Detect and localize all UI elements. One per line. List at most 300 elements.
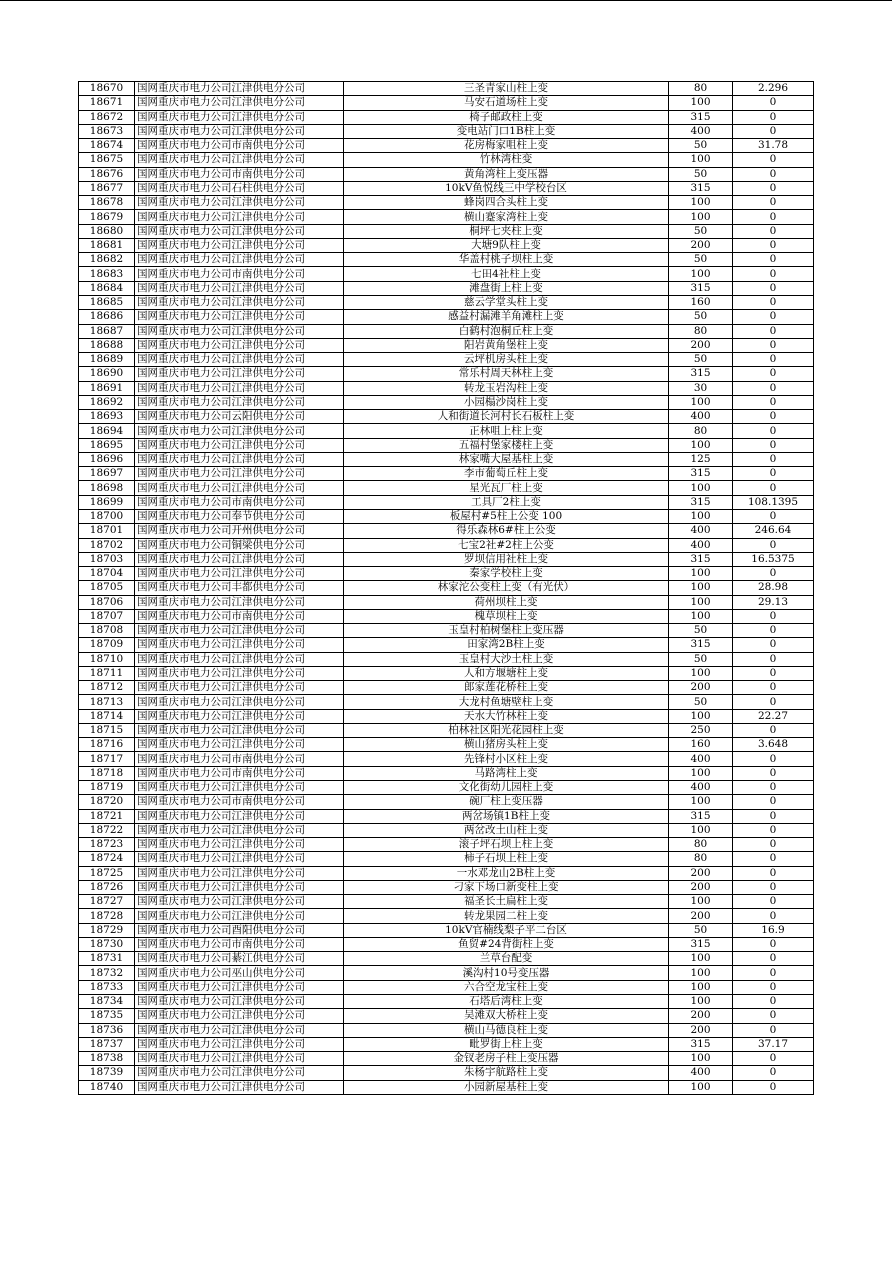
company-cell: 国网重庆市电力公司江津供电分公司 — [135, 452, 344, 466]
company-cell: 国网重庆市电力公司江津供电分公司 — [135, 666, 344, 680]
company-cell: 国网重庆市电力公司江津供电分公司 — [135, 838, 344, 852]
table-row — [79, 224, 814, 238]
table-row — [79, 353, 814, 367]
row-id-cell: 18703 — [79, 552, 135, 566]
row-id-cell: 18711 — [79, 666, 135, 680]
transformer-name-cell: 柏林社区阳光花园柱上变 — [344, 723, 669, 737]
row-id-cell: 18727 — [79, 895, 135, 909]
transformer-name-cell: 慈云学堂头柱上变 — [344, 295, 669, 309]
transformer-name-cell: 板屋村#5柱上公变 100 — [344, 509, 669, 523]
row-id-cell: 18692 — [79, 395, 135, 409]
table-row — [79, 82, 814, 96]
row-id-cell: 18675 — [79, 153, 135, 167]
row-id-cell: 18696 — [79, 452, 135, 466]
transformer-name-cell: 10kV鱼悦线三中学校台区 — [344, 181, 669, 195]
transformer-name-cell: 小园新屋基柱上变 — [344, 1080, 669, 1094]
transformer-name-cell: 先锋村小区柱上变 — [344, 752, 669, 766]
company-cell: 国网重庆市电力公司市南供电分公司 — [135, 752, 344, 766]
table-row — [79, 752, 814, 766]
transformer-name-cell: 工具厂2柱上变 — [344, 495, 669, 509]
company-cell: 国网重庆市电力公司江津供电分公司 — [135, 980, 344, 994]
capacity-cell: 50 — [669, 923, 733, 937]
transformer-name-cell: 大龙村鱼塘壁柱上变 — [344, 695, 669, 709]
table-row — [79, 838, 814, 852]
table-row — [79, 481, 814, 495]
table-row — [79, 181, 814, 195]
capacity-cell: 160 — [669, 738, 733, 752]
company-cell: 国网重庆市电力公司江津供电分公司 — [135, 424, 344, 438]
table-row — [79, 895, 814, 909]
row-id-cell: 18676 — [79, 167, 135, 181]
company-cell: 国网重庆市电力公司市南供电分公司 — [135, 609, 344, 623]
transformer-name-cell: 云坪机房头柱上变 — [344, 353, 669, 367]
company-cell: 国网重庆市电力公司江津供电分公司 — [135, 852, 344, 866]
value-cell: 0 — [733, 937, 814, 951]
table-row — [79, 581, 814, 595]
transformer-name-cell: 横山马德良柱上变 — [344, 1023, 669, 1037]
row-id-cell: 18720 — [79, 795, 135, 809]
row-id-cell: 18677 — [79, 181, 135, 195]
row-id-cell: 18699 — [79, 495, 135, 509]
capacity-cell: 315 — [669, 110, 733, 124]
row-id-cell: 18710 — [79, 652, 135, 666]
row-id-cell: 18712 — [79, 681, 135, 695]
value-cell: 31.78 — [733, 139, 814, 153]
row-id-cell: 18714 — [79, 709, 135, 723]
transformer-name-cell: 兰草台配变 — [344, 952, 669, 966]
capacity-cell: 30 — [669, 381, 733, 395]
company-cell: 国网重庆市电力公司江津供电分公司 — [135, 281, 344, 295]
company-cell: 国网重庆市电力公司綦江供电分公司 — [135, 952, 344, 966]
table-row — [79, 866, 814, 880]
value-cell: 0 — [733, 1052, 814, 1066]
row-id-cell: 18687 — [79, 324, 135, 338]
table-row — [79, 338, 814, 352]
table-row — [79, 267, 814, 281]
table-row — [79, 153, 814, 167]
table-row — [79, 1023, 814, 1037]
transformer-name-cell: 田家湾2B柱上变 — [344, 638, 669, 652]
row-id-cell: 18684 — [79, 281, 135, 295]
capacity-cell: 100 — [669, 567, 733, 581]
transformer-name-cell: 金钗老房子柱上变压器 — [344, 1052, 669, 1066]
table-row — [79, 452, 814, 466]
transformer-name-cell: 玉皇村大沙土柱上变 — [344, 652, 669, 666]
company-cell: 国网重庆市电力公司江津供电分公司 — [135, 82, 344, 96]
transformer-name-cell: 石塔后湾柱上变 — [344, 995, 669, 1009]
table-row — [79, 995, 814, 1009]
value-cell: 0 — [733, 838, 814, 852]
company-cell: 国网重庆市电力公司江津供电分公司 — [135, 1009, 344, 1023]
row-id-cell: 18670 — [79, 82, 135, 96]
value-cell: 0 — [733, 795, 814, 809]
table-row — [79, 96, 814, 110]
transformer-name-cell: 白鹤村泡桐丘柱上变 — [344, 324, 669, 338]
capacity-cell: 315 — [669, 367, 733, 381]
value-cell: 3.648 — [733, 738, 814, 752]
value-cell: 0 — [733, 995, 814, 1009]
value-cell: 0 — [733, 809, 814, 823]
value-cell: 0 — [733, 395, 814, 409]
table-row — [79, 766, 814, 780]
value-cell: 0 — [733, 481, 814, 495]
company-cell: 国网重庆市电力公司江津供电分公司 — [135, 295, 344, 309]
company-cell: 国网重庆市电力公司江津供电分公司 — [135, 353, 344, 367]
transformer-name-cell: 得乐森林6#柱上公变 — [344, 524, 669, 538]
company-cell: 国网重庆市电力公司江津供电分公司 — [135, 595, 344, 609]
capacity-cell: 80 — [669, 324, 733, 338]
capacity-cell: 250 — [669, 723, 733, 737]
row-id-cell: 18694 — [79, 424, 135, 438]
value-cell: 0 — [733, 909, 814, 923]
row-id-cell: 18680 — [79, 224, 135, 238]
row-id-cell: 18678 — [79, 196, 135, 210]
table-row — [79, 1066, 814, 1080]
capacity-cell: 100 — [669, 895, 733, 909]
capacity-cell: 400 — [669, 752, 733, 766]
capacity-cell: 400 — [669, 538, 733, 552]
table-row — [79, 937, 814, 951]
capacity-cell: 100 — [669, 995, 733, 1009]
capacity-cell: 50 — [669, 695, 733, 709]
value-cell: 16.5375 — [733, 552, 814, 566]
transformer-name-cell: 桐坪七夹柱上变 — [344, 224, 669, 238]
transformer-name-cell: 罗坝信用社柱上变 — [344, 552, 669, 566]
capacity-cell: 100 — [669, 438, 733, 452]
transformer-name-cell: 转龙玉岩沟柱上变 — [344, 381, 669, 395]
row-id-cell: 18730 — [79, 937, 135, 951]
table-row — [79, 1009, 814, 1023]
row-id-cell: 18674 — [79, 139, 135, 153]
table-body — [79, 82, 814, 1095]
row-id-cell: 18686 — [79, 310, 135, 324]
row-id-cell: 18725 — [79, 866, 135, 880]
page-top-rule — [0, 0, 892, 1]
table-row — [79, 681, 814, 695]
table-row — [79, 795, 814, 809]
capacity-cell: 315 — [669, 638, 733, 652]
capacity-cell: 100 — [669, 609, 733, 623]
transformer-name-cell: 大塘9队柱上变 — [344, 238, 669, 252]
value-cell: 0 — [733, 723, 814, 737]
company-cell: 国网重庆市电力公司江津供电分公司 — [135, 552, 344, 566]
value-cell: 0 — [733, 338, 814, 352]
table-row — [79, 509, 814, 523]
table-row — [79, 823, 814, 837]
transformer-name-cell: 人和方堰塘柱上变 — [344, 666, 669, 680]
transformer-name-cell: 李市葡萄丘柱上变 — [344, 467, 669, 481]
value-cell: 0 — [733, 1066, 814, 1080]
row-id-cell: 18681 — [79, 238, 135, 252]
company-cell: 国网重庆市电力公司江津供电分公司 — [135, 638, 344, 652]
table-row — [79, 381, 814, 395]
table-row — [79, 652, 814, 666]
capacity-cell: 100 — [669, 1052, 733, 1066]
value-cell: 0 — [733, 367, 814, 381]
capacity-cell: 100 — [669, 509, 733, 523]
company-cell: 国网重庆市电力公司市南供电分公司 — [135, 795, 344, 809]
table-row — [79, 709, 814, 723]
row-id-cell: 18723 — [79, 838, 135, 852]
value-cell: 108.1395 — [733, 495, 814, 509]
capacity-cell: 100 — [669, 1080, 733, 1094]
row-id-cell: 18693 — [79, 410, 135, 424]
transformer-name-cell: 林家嘴大屋基柱上变 — [344, 452, 669, 466]
value-cell: 0 — [733, 424, 814, 438]
transformer-name-cell: 两岔改土山柱上变 — [344, 823, 669, 837]
company-cell: 国网重庆市电力公司江津供电分公司 — [135, 880, 344, 894]
capacity-cell: 100 — [669, 795, 733, 809]
transformer-name-cell: 鱼贸#24背街柱上变 — [344, 937, 669, 951]
table-row — [79, 410, 814, 424]
transformer-name-cell: 福圣长土扁柱上变 — [344, 895, 669, 909]
value-cell: 0 — [733, 638, 814, 652]
company-cell: 国网重庆市电力公司巫山供电分公司 — [135, 966, 344, 980]
transformer-name-cell: 正林咀上柱上变 — [344, 424, 669, 438]
company-cell: 国网重庆市电力公司石柱供电分公司 — [135, 181, 344, 195]
transformer-name-cell: 柿子石坝上柱上变 — [344, 852, 669, 866]
value-cell: 0 — [733, 1080, 814, 1094]
company-cell: 国网重庆市电力公司江津供电分公司 — [135, 395, 344, 409]
table-row — [79, 980, 814, 994]
table-row — [79, 595, 814, 609]
transformer-name-cell: 马安石道场柱上变 — [344, 96, 669, 110]
table-row — [79, 952, 814, 966]
row-id-cell: 18673 — [79, 124, 135, 138]
table-row — [79, 295, 814, 309]
transformer-name-cell: 星光瓦厂柱上变 — [344, 481, 669, 495]
capacity-cell: 315 — [669, 1037, 733, 1051]
value-cell: 246.64 — [733, 524, 814, 538]
row-id-cell: 18709 — [79, 638, 135, 652]
transformer-name-cell: 感益村漏滩羊角滩柱上变 — [344, 310, 669, 324]
transformer-name-cell: 溪沟村10号变压器 — [344, 966, 669, 980]
company-cell: 国网重庆市电力公司江津供电分公司 — [135, 438, 344, 452]
capacity-cell: 50 — [669, 310, 733, 324]
company-cell: 国网重庆市电力公司江津供电分公司 — [135, 338, 344, 352]
capacity-cell: 200 — [669, 681, 733, 695]
capacity-cell: 400 — [669, 524, 733, 538]
value-cell: 0 — [733, 110, 814, 124]
table-row — [79, 438, 814, 452]
value-cell: 0 — [733, 281, 814, 295]
value-cell: 16.9 — [733, 923, 814, 937]
value-cell: 37.17 — [733, 1037, 814, 1051]
company-cell: 国网重庆市电力公司江津供电分公司 — [135, 823, 344, 837]
transformer-name-cell: 滚子坪石坝上柱上变 — [344, 838, 669, 852]
company-cell: 国网重庆市电力公司市南供电分公司 — [135, 139, 344, 153]
table-row — [79, 738, 814, 752]
table-row — [79, 880, 814, 894]
value-cell: 0 — [733, 295, 814, 309]
value-cell: 0 — [733, 452, 814, 466]
value-cell: 0 — [733, 952, 814, 966]
capacity-cell: 160 — [669, 295, 733, 309]
row-id-cell: 18682 — [79, 253, 135, 267]
row-id-cell: 18738 — [79, 1052, 135, 1066]
row-id-cell: 18735 — [79, 1009, 135, 1023]
transformer-name-cell: 文化街幼儿园柱上变 — [344, 781, 669, 795]
transformer-name-cell: 10kV官楠线梨子平二台区 — [344, 923, 669, 937]
table-row — [79, 210, 814, 224]
row-id-cell: 18731 — [79, 952, 135, 966]
capacity-cell: 100 — [669, 395, 733, 409]
table-row — [79, 124, 814, 138]
value-cell: 0 — [733, 167, 814, 181]
capacity-cell: 100 — [669, 196, 733, 210]
transformer-name-cell: 花房梅家咀柱上变 — [344, 139, 669, 153]
capacity-cell: 100 — [669, 96, 733, 110]
capacity-cell: 200 — [669, 880, 733, 894]
transformer-name-cell: 转龙果园二柱上变 — [344, 909, 669, 923]
capacity-cell: 200 — [669, 238, 733, 252]
company-cell: 国网重庆市电力公司江津供电分公司 — [135, 253, 344, 267]
table-row — [79, 1080, 814, 1094]
transformer-name-cell: 玉皇村柏树堡柱上变压器 — [344, 624, 669, 638]
table-row — [79, 909, 814, 923]
row-id-cell: 18689 — [79, 353, 135, 367]
capacity-cell: 100 — [669, 823, 733, 837]
company-cell: 国网重庆市电力公司江津供电分公司 — [135, 1037, 344, 1051]
row-id-cell: 18695 — [79, 438, 135, 452]
company-cell: 国网重庆市电力公司江津供电分公司 — [135, 381, 344, 395]
capacity-cell: 50 — [669, 224, 733, 238]
row-id-cell: 18739 — [79, 1066, 135, 1080]
table-row — [79, 638, 814, 652]
table-row — [79, 395, 814, 409]
capacity-cell: 315 — [669, 809, 733, 823]
company-cell: 国网重庆市电力公司江津供电分公司 — [135, 196, 344, 210]
company-cell: 国网重庆市电力公司江津供电分公司 — [135, 367, 344, 381]
company-cell: 国网重庆市电力公司江津供电分公司 — [135, 652, 344, 666]
capacity-cell: 80 — [669, 424, 733, 438]
value-cell: 0 — [733, 695, 814, 709]
capacity-cell: 100 — [669, 210, 733, 224]
company-cell: 国网重庆市电力公司江津供电分公司 — [135, 738, 344, 752]
capacity-cell: 100 — [669, 666, 733, 680]
transformer-table — [78, 81, 814, 1095]
transformer-name-cell: 七田4社柱上变 — [344, 267, 669, 281]
company-cell: 国网重庆市电力公司江津供电分公司 — [135, 310, 344, 324]
row-id-cell: 18719 — [79, 781, 135, 795]
capacity-cell: 400 — [669, 124, 733, 138]
capacity-cell: 315 — [669, 281, 733, 295]
value-cell: 0 — [733, 895, 814, 909]
row-id-cell: 18701 — [79, 524, 135, 538]
row-id-cell: 18690 — [79, 367, 135, 381]
capacity-cell: 50 — [669, 624, 733, 638]
row-id-cell: 18718 — [79, 766, 135, 780]
company-cell: 国网重庆市电力公司江津供电分公司 — [135, 1080, 344, 1094]
transformer-name-cell: 小园榻沙岗柱上变 — [344, 395, 669, 409]
transformer-name-cell: 阳岩黄角堡柱上变 — [344, 338, 669, 352]
value-cell: 0 — [733, 752, 814, 766]
value-cell: 0 — [733, 567, 814, 581]
table-row — [79, 609, 814, 623]
value-cell: 0 — [733, 224, 814, 238]
transformer-name-cell: 三圣青家山柱上变 — [344, 82, 669, 96]
row-id-cell: 18708 — [79, 624, 135, 638]
table-row — [79, 923, 814, 937]
capacity-cell: 50 — [669, 253, 733, 267]
capacity-cell: 400 — [669, 781, 733, 795]
table-row — [79, 1052, 814, 1066]
company-cell: 国网重庆市电力公司江津供电分公司 — [135, 481, 344, 495]
table-row — [79, 524, 814, 538]
transformer-name-cell: 刁家下场口新变柱上变 — [344, 880, 669, 894]
transformer-name-cell: 常乐村周天林柱上变 — [344, 367, 669, 381]
table-row — [79, 552, 814, 566]
transformer-name-cell: 碗厂柱上变压器 — [344, 795, 669, 809]
company-cell: 国网重庆市电力公司江津供电分公司 — [135, 866, 344, 880]
value-cell: 0 — [733, 880, 814, 894]
table-row — [79, 310, 814, 324]
table-row — [79, 139, 814, 153]
table-row — [79, 253, 814, 267]
value-cell: 0 — [733, 666, 814, 680]
transformer-name-cell: 人和街道长河村长石板柱上变 — [344, 410, 669, 424]
capacity-cell: 400 — [669, 1066, 733, 1080]
row-id-cell: 18736 — [79, 1023, 135, 1037]
row-id-cell: 18685 — [79, 295, 135, 309]
row-id-cell: 18717 — [79, 752, 135, 766]
transformer-name-cell: 横山猪房头柱上变 — [344, 738, 669, 752]
row-id-cell: 18671 — [79, 96, 135, 110]
value-cell: 0 — [733, 966, 814, 980]
transformer-name-cell: 毗罗街上柱上变 — [344, 1037, 669, 1051]
value-cell: 2.296 — [733, 82, 814, 96]
row-id-cell: 18713 — [79, 695, 135, 709]
transformer-name-cell: 郎家莲花桥柱上变 — [344, 681, 669, 695]
value-cell: 0 — [733, 624, 814, 638]
table-row — [79, 495, 814, 509]
value-cell: 0 — [733, 124, 814, 138]
company-cell: 国网重庆市电力公司江津供电分公司 — [135, 723, 344, 737]
company-cell: 国网重庆市电力公司开州供电分公司 — [135, 524, 344, 538]
capacity-cell: 50 — [669, 167, 733, 181]
value-cell: 0 — [733, 353, 814, 367]
table-row — [79, 238, 814, 252]
table-row — [79, 367, 814, 381]
company-cell: 国网重庆市电力公司江津供电分公司 — [135, 224, 344, 238]
capacity-cell: 100 — [669, 766, 733, 780]
capacity-cell: 200 — [669, 909, 733, 923]
row-id-cell: 18679 — [79, 210, 135, 224]
value-cell: 0 — [733, 438, 814, 452]
transformer-name-cell: 朱杨宇航路柱上变 — [344, 1066, 669, 1080]
capacity-cell: 100 — [669, 153, 733, 167]
capacity-cell: 315 — [669, 181, 733, 195]
table-row — [79, 723, 814, 737]
table-row — [79, 695, 814, 709]
value-cell: 0 — [733, 538, 814, 552]
capacity-cell: 80 — [669, 82, 733, 96]
capacity-cell: 315 — [669, 552, 733, 566]
table-row — [79, 424, 814, 438]
company-cell: 国网重庆市电力公司江津供电分公司 — [135, 909, 344, 923]
capacity-cell: 100 — [669, 709, 733, 723]
company-cell: 国网重庆市电力公司江津供电分公司 — [135, 781, 344, 795]
transformer-name-cell: 两岔场镇1B柱上变 — [344, 809, 669, 823]
value-cell: 29.13 — [733, 595, 814, 609]
company-cell: 国网重庆市电力公司市南供电分公司 — [135, 267, 344, 281]
value-cell: 0 — [733, 310, 814, 324]
transformer-name-cell: 吴滩双大桥柱上变 — [344, 1009, 669, 1023]
row-id-cell: 18732 — [79, 966, 135, 980]
company-cell: 国网重庆市电力公司云阳供电分公司 — [135, 410, 344, 424]
company-cell: 国网重庆市电力公司江津供电分公司 — [135, 809, 344, 823]
capacity-cell: 200 — [669, 866, 733, 880]
